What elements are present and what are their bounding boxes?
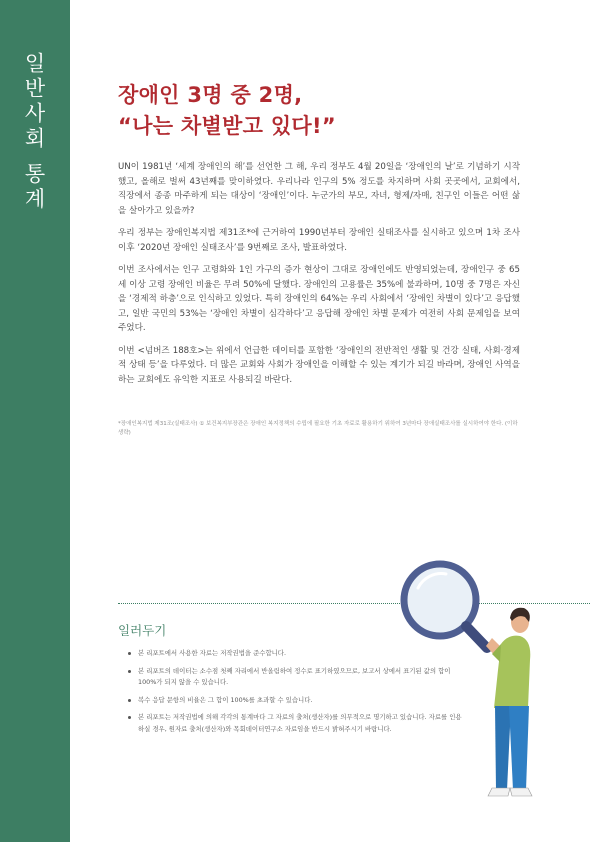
note-text: 본 리포트의 데이터는 소수점 첫째 자리에서 반올림하여 정수로 표기하였으므로, 보고서 상에서 표기된 값의 합이 100%가 되지 않을 수 있습니다. — [138, 666, 451, 686]
sidebar — [0, 0, 70, 842]
paragraph: UN이 1981년 ‘세계 장애인의 해’를 선언한 그 해, 우리 정부도 4월 20일을 ‘장애인의 날’로 기념하기 시작했고, 올해로 벌써 43년째를 맞이하였다. 우리나라 인구의 5% 정도를 차지하며 사회 곳곳에서, 교회에서, 직장에서 종종 마주하게 되는 대상이 ‘장애인’이다. 누군가의 부모, 자녀, 형제/자매, 친구인 이들은 어떤 삶을 살아가고 있을까? — [118, 162, 520, 216]
note-text: 복수 응답 문항의 비율은 그 합이 100%를 초과할 수 있습니다. — [138, 695, 313, 704]
bullet-icon — [128, 670, 131, 673]
paragraph: 이번 <넘버즈 188호>는 위에서 언급한 데이터를 포함한 ‘장애인의 전반적인 생활 및 건강 실태, 사회·경제적 상태 등’을 다루었다. 더 많은 교회와 사회가 장애인을 이해할 수 있는 계기가 되길 바라며, 장애인 사역을 하는 교회에도 유익한 지표로 사용되길 바란다. — [118, 345, 520, 385]
sidebar-label: 일반사회 통계 — [22, 52, 46, 213]
paragraph: 우리 정부는 장애인복지법 제31조*에 근거하여 1990년부터 장애인 실태조사를 실시하고 있으며 1차 조사 이후 ‘2020년 장애인 실태조사’를 9번째로 조사, 발표하였다. — [118, 228, 520, 253]
notes-title: 일러두기 — [118, 623, 167, 638]
body-text — [118, 160, 520, 395]
bullet-icon — [128, 699, 131, 702]
title-line-2: “나는 차별받고 있다!” — [118, 114, 336, 138]
paragraph: 이번 조사에서는 인구 고령화와 1인 가구의 증가 현상이 그대로 장애인에도 반영되었는데, 장애인구 중 65세 이상 고령 장애인 비율은 무려 50%에 달했다. 장애인의 고용률은 35%에 불과하며, 10명 중 7명은 자신을 ‘경제적 하층’으로 인식하고 있었다. 특히 장애인의 64%는 우리 사회에서 ‘장애인 차별이 있다’고 응답했고, 일반 국민의 53%는 ‘장애인 차별이 심각하다’고 응답해 장애인 차별 문제가 여전히 사회 문제임을 보여주었다. — [118, 265, 520, 333]
note-text: 본 리포트는 저작권법에 의해 각각의 통계마다 그 자료의 출처(생산자)를 의무적으로 명기하고 있습니다. 자료를 인용하실 경우, 원자료 출처(생산자)와 목회데이터연구소 자료임을 반드시 밝혀주시기 바랍니다. — [138, 713, 462, 733]
note-text: 본 리포트에서 사용한 자료는 저작권법을 준수합니다. — [138, 649, 287, 657]
bullet-icon — [128, 716, 131, 719]
page-title — [118, 80, 336, 142]
magnifying-glass-person-illustration — [388, 558, 534, 802]
footnote: *장애인복지법 제31조(실태조사) ① 보건복지부장관은 장애인 복지정책의 수립에 필요한 기초 자료로 활용하기 위하여 3년마다 장애실태조사를 실시하여야 한다. (이하 생략) — [118, 421, 518, 436]
bullet-icon — [128, 652, 131, 655]
title-line-1: 장애인 3명 중 2명, — [118, 83, 303, 107]
